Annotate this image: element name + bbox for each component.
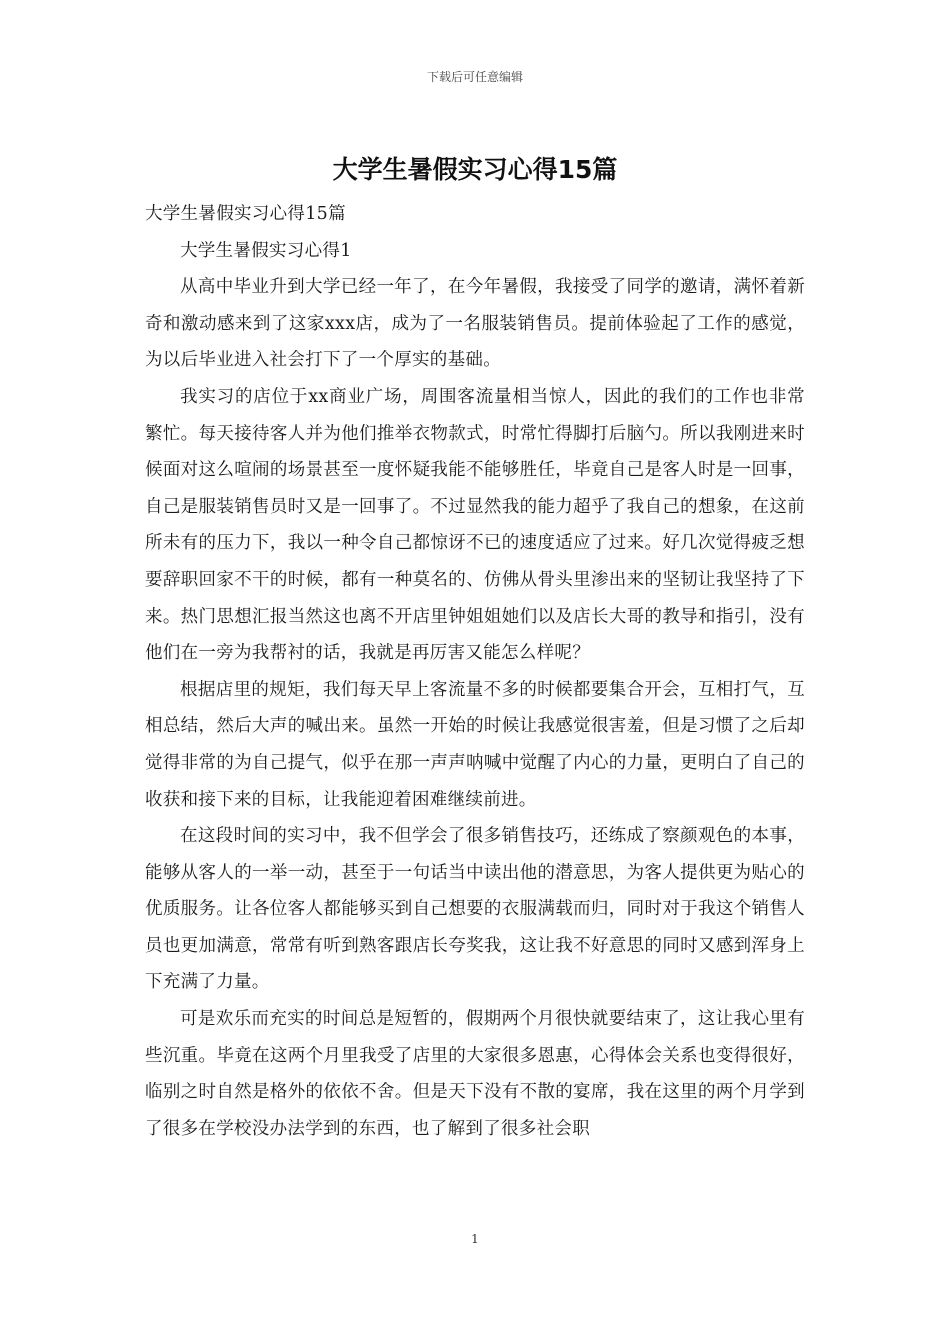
paragraph: 根据店里的规矩，我们每天早上客流量不多的时候都要集合开会，互相打气，互相总结，然后大声的喊出来。虽然一开始的时候让我感觉很害羞，但是习惯了之后却觉得非常的为自己提气，似乎在那一声声呐喊中觉醒了内心的力量，更明白了自己的收获和接下来的目标，让我能迎着困难继续前进。 xyxy=(145,679,805,810)
document-subtitle: 大学生暑假实习心得15篇 xyxy=(145,204,346,224)
header-note: 下载后可任意编辑 xyxy=(426,70,523,84)
document-body xyxy=(145,196,805,1147)
paragraph: 我实习的店位于xx商业广场，周围客流量相当惊人，因此的我们的工作也非常繁忙。每天接待客人并为他们推举衣物款式，时常忙得脚打后脑勺。所以我刚进来时候面对这么喧闹的场景甚至一度怀疑我能不能够胜任，毕竟自己是客人时是一回事，自己是服装销售员时又是一回事了。不过显然我的能力超乎了我自己的想象，在这前所未有的压力下，我以一种令自己都惊讶不已的速度适应了过来。好几次觉得疲乏想要辞职回家不干的时候，都有一种莫名的、仿佛从骨头里渗出来的坚韧让我坚持了下来。热门思想汇报当然这也离不开店里钟姐姐她们以及店长大哥的教导和指引，没有他们在一旁为我帮衬的话，我就是再厉害又能怎么样呢？ xyxy=(145,386,805,664)
section-heading: 大学生暑假实习心得1 xyxy=(180,240,352,261)
paragraph: 从高中毕业升到大学已经一年了，在今年暑假，我接受了同学的邀请，满怀着新奇和激动感来到了这家xxx店，成为了一名服装销售员。提前体验起了工作的感觉，为以后毕业进入社会打下了一个厚实的基础。 xyxy=(145,277,805,371)
paragraph: 可是欢乐而充实的时间总是短暂的，假期两个月很快就要结束了，这让我心里有些沉重。毕竟在这两个月里我受了店里的大家很多恩惠，心得体会关系也变得很好，临别之时自然是格外的依依不舍。但是天下没有不散的宴席，我在这里的两个月学到了很多在学校没办法学到的东西，也了解到了很多社会职 xyxy=(145,1009,805,1139)
paragraph: 在这段时间的实习中，我不但学会了很多销售技巧，还练成了察颜观色的本事，能够从客人的一举一动，甚至于一句话当中读出他的潜意思，为客人提供更为贴心的优质服务。让各位客人都能够买到自己想要的衣服满载而归，同时对于我这个销售人员也更加满意，常常有听到熟客跟店长夸奖我，这让我不好意思的同时又感到浑身上下充满了力量。 xyxy=(145,826,805,993)
document-title: 大学生暑假实习心得15篇 xyxy=(332,155,618,184)
page-number: 1 xyxy=(471,1232,479,1246)
